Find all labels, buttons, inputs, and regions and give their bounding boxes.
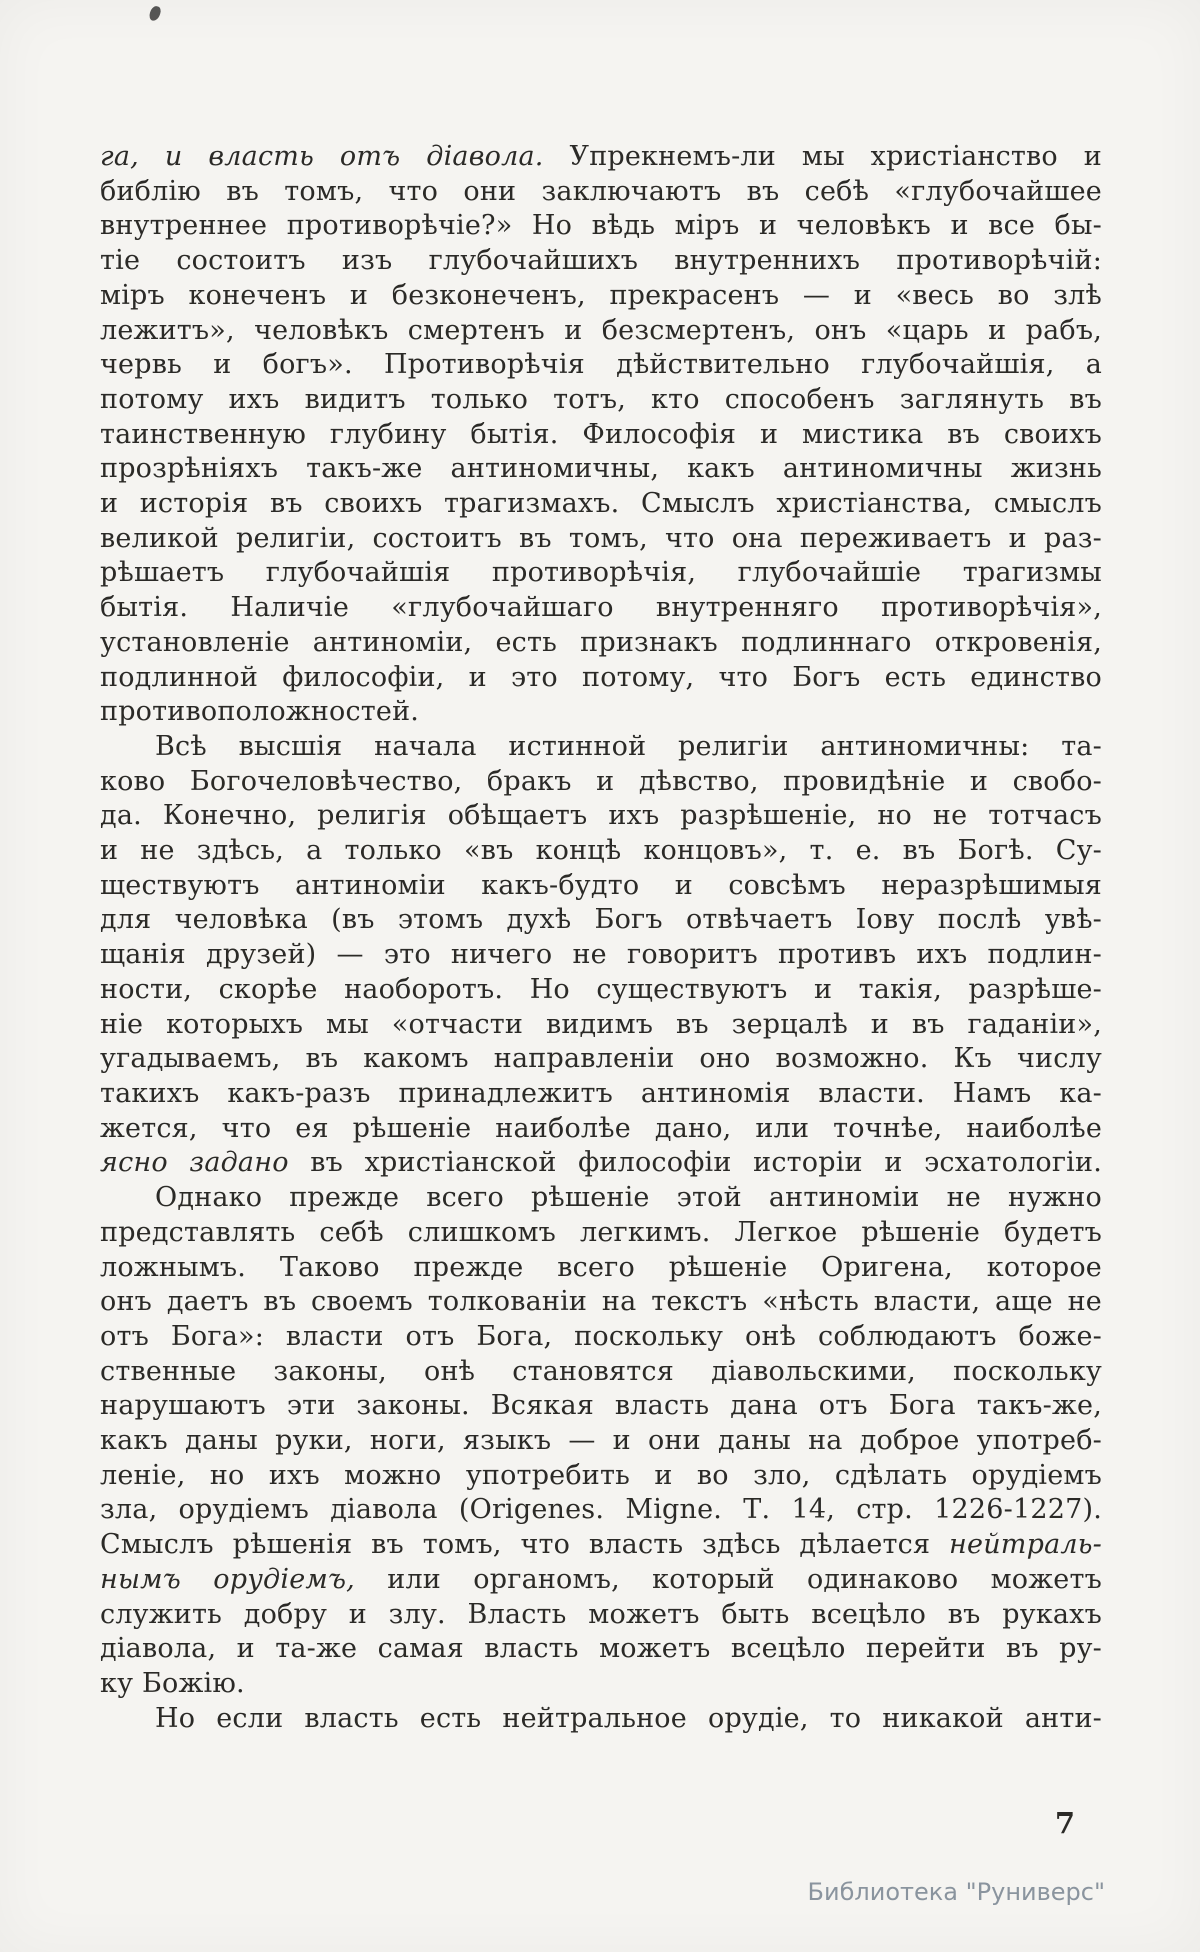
- text-segment: какъ даны руки, ноги, языкъ — и они даны на доброе употреб-: [100, 1425, 1102, 1457]
- text-line: [100, 140, 1102, 175]
- text-segment: міръ конеченъ и безконеченъ, прекрасенъ — и «весь во злѣ: [100, 279, 1102, 311]
- text-line: [100, 244, 1102, 279]
- text-line: [100, 869, 1102, 904]
- text-line: [100, 1077, 1102, 1112]
- text-line: [100, 834, 1102, 869]
- text-line: [100, 695, 1102, 730]
- text-line: [100, 1355, 1102, 1390]
- text-segment: для человѣка (въ этомъ духѣ Богъ отвѣчаетъ Іову послѣ увѣ-: [100, 904, 1102, 936]
- text-segment: подлинной философіи, и это потому, что Богъ есть единство: [100, 661, 1102, 693]
- text-segment: бытія. Наличіе «глубочайшаго внутренняго противорѣчія»,: [100, 592, 1102, 624]
- text-segment: Однако прежде всего рѣшеніе этой антиноміи не нужно: [155, 1182, 1102, 1214]
- text-line: [100, 1320, 1102, 1355]
- text-line: [100, 1181, 1102, 1216]
- text-segment: лежитъ», человѣкъ смертенъ и безсмертенъ, онъ «царь и рабъ,: [100, 314, 1102, 346]
- text-line: [100, 348, 1102, 383]
- italic-text-segment: ясно задано: [100, 1147, 289, 1179]
- text-segment: тіе состоитъ изъ глубочайшихъ внутреннихъ противорѣчій:: [100, 245, 1102, 277]
- text-segment: ности, скорѣе наоборотъ. Но существуютъ и такія, разрѣше-: [100, 973, 1102, 1005]
- text-segment: ніе которыхъ мы «отчасти видимъ въ зерцалѣ и въ гаданіи»,: [100, 1008, 1102, 1040]
- text-line: [100, 383, 1102, 418]
- text-segment: щанія друзей) — это ничего не говоритъ противъ ихъ подлин-: [100, 939, 1102, 971]
- text-segment: жется, что ея рѣшеніе наиболѣе дано, или точнѣе, наиболѣе: [100, 1112, 1102, 1144]
- text-line: [100, 1563, 1102, 1598]
- text-line: [100, 1042, 1102, 1077]
- italic-text-segment: нейтраль-: [949, 1529, 1102, 1561]
- italic-text-segment: нымъ орудіемъ,: [100, 1563, 355, 1595]
- text-segment: нарушаютъ эти законы. Всякая власть дана отъ Бога такъ-же,: [100, 1390, 1102, 1422]
- text-segment: прозрѣніяхъ такъ-же антиномичны, какъ антиномичны жизнь: [100, 453, 1102, 485]
- text-line: [100, 1632, 1102, 1667]
- text-line: [100, 903, 1102, 938]
- scan-artifact: [148, 5, 162, 22]
- text-line: [100, 799, 1102, 834]
- text-segment: или органомъ, который одинаково можетъ: [354, 1563, 1102, 1595]
- text-line: [100, 522, 1102, 557]
- text-segment: Но если власть есть нейтральное орудіе, то никакой анти-: [155, 1702, 1102, 1734]
- text-line: [100, 1146, 1102, 1181]
- text-line: [100, 765, 1102, 800]
- text-line: [100, 661, 1102, 696]
- text-segment: таинственную глубину бытія. Философія и мистика въ своихъ: [100, 418, 1102, 450]
- text-segment: Упрекнемъ-ли мы христіанство и: [543, 141, 1102, 172]
- text-segment: ково Богочеловѣчество, бракъ и дѣвство, провидѣніе и свобо-: [100, 765, 1102, 797]
- text-line: [100, 938, 1102, 973]
- text-line: [100, 1459, 1102, 1494]
- text-segment: Всѣ высшія начала истинной религіи антиномичны: та-: [155, 730, 1102, 762]
- text-segment: ществуютъ антиноміи какъ-будто и совсѣмъ неразрѣшимыя: [100, 869, 1102, 901]
- text-segment: онъ даетъ въ своемъ толкованіи на текстъ «нѣсть власти, аще не: [100, 1286, 1102, 1318]
- text-segment: Смыслъ рѣшенія въ томъ, что власть здѣсь дѣлается: [100, 1529, 950, 1561]
- text-line: [100, 1667, 1102, 1702]
- text-line: [100, 209, 1102, 244]
- text-line: [100, 1285, 1102, 1320]
- text-line: [100, 452, 1102, 487]
- text-line: [100, 556, 1102, 591]
- page-number: 7: [1054, 1806, 1075, 1840]
- text-segment: великой религіи, состоитъ въ томъ, что она переживаетъ и раз-: [100, 522, 1102, 554]
- text-line: [100, 1389, 1102, 1424]
- italic-text-segment: га, и власть отъ діавола.: [100, 141, 544, 172]
- text-line: [100, 487, 1102, 522]
- text-line: [100, 1112, 1102, 1147]
- text-line: [100, 591, 1102, 626]
- text-line: [100, 175, 1102, 210]
- text-line: [100, 973, 1102, 1008]
- text-line: [100, 1008, 1102, 1043]
- text-line: [100, 626, 1102, 661]
- text-block: [100, 140, 1102, 1736]
- text-segment: да. Конечно, религія обѣщаетъ ихъ разрѣшеніе, но не тотчасъ: [100, 800, 1102, 832]
- text-line: [100, 730, 1102, 765]
- text-segment: угадываемъ, въ какомъ направленіи оно возможно. Къ числу: [100, 1043, 1102, 1075]
- text-segment: въ христіанской философіи исторіи и эсхатологіи.: [288, 1147, 1102, 1179]
- text-segment: ложнымъ. Таково прежде всего рѣшеніе Оригена, которое: [100, 1251, 1102, 1283]
- text-segment: и не здѣсь, а только «въ концѣ концовъ», т. е. въ Богѣ. Су-: [100, 835, 1102, 867]
- text-segment: библію въ томъ, что они заключаютъ въ себѣ «глубочайшее: [100, 175, 1102, 207]
- text-segment: зла, орудіемъ діавола (Origenes. Migne. Т. 14, стр. 1226-1227).: [100, 1494, 1102, 1526]
- text-segment: представлять себѣ слишкомъ легкимъ. Легкое рѣшеніе будетъ: [100, 1216, 1102, 1248]
- text-line: [100, 1528, 1102, 1563]
- text-line: [100, 1493, 1102, 1528]
- text-line: [100, 1251, 1102, 1286]
- text-segment: потому ихъ видитъ только тотъ, кто способенъ заглянуть въ: [100, 383, 1102, 415]
- text-segment: червь и богъ». Противорѣчія дѣйствительно глубочайшія, а: [100, 349, 1102, 381]
- text-line: [100, 418, 1102, 453]
- text-segment: внутреннее противорѣчіе?» Но вѣдь міръ и человѣкъ и все бы-: [100, 210, 1102, 242]
- text-line: [100, 1702, 1102, 1737]
- text-segment: служить добру и злу. Власть можетъ быть всецѣло въ рукахъ: [100, 1598, 1102, 1630]
- text-line: [100, 1424, 1102, 1459]
- text-segment: леніе, но ихъ можно употребить и во зло, сдѣлать орудіемъ: [100, 1459, 1102, 1491]
- text-segment: установленіе антиноміи, есть признакъ подлиннаго откровенія,: [100, 626, 1102, 658]
- text-segment: ственные законы, онѣ становятся діавольскими, поскольку: [100, 1355, 1102, 1387]
- text-line: [100, 1216, 1102, 1251]
- text-segment: діавола, и та-же самая власть можетъ всецѣло перейти въ ру-: [100, 1633, 1102, 1665]
- text-segment: противоположностей.: [100, 696, 420, 728]
- watermark: Библиотека "Руниверс": [807, 1878, 1105, 1906]
- text-segment: такихъ какъ-разъ принадлежитъ антиномія власти. Намъ ка-: [100, 1077, 1102, 1109]
- text-line: [100, 314, 1102, 349]
- text-line: [100, 279, 1102, 314]
- text-line: [100, 1598, 1102, 1633]
- text-segment: отъ Бога»: власти отъ Бога, поскольку онѣ соблюдаютъ боже-: [100, 1320, 1102, 1352]
- text-segment: ку Божію.: [100, 1667, 245, 1699]
- text-segment: рѣшаетъ глубочайшія противорѣчія, глубочайшіе трагизмы: [100, 557, 1102, 589]
- text-segment: и исторія въ своихъ трагизмахъ. Смыслъ христіанства, смыслъ: [100, 488, 1102, 520]
